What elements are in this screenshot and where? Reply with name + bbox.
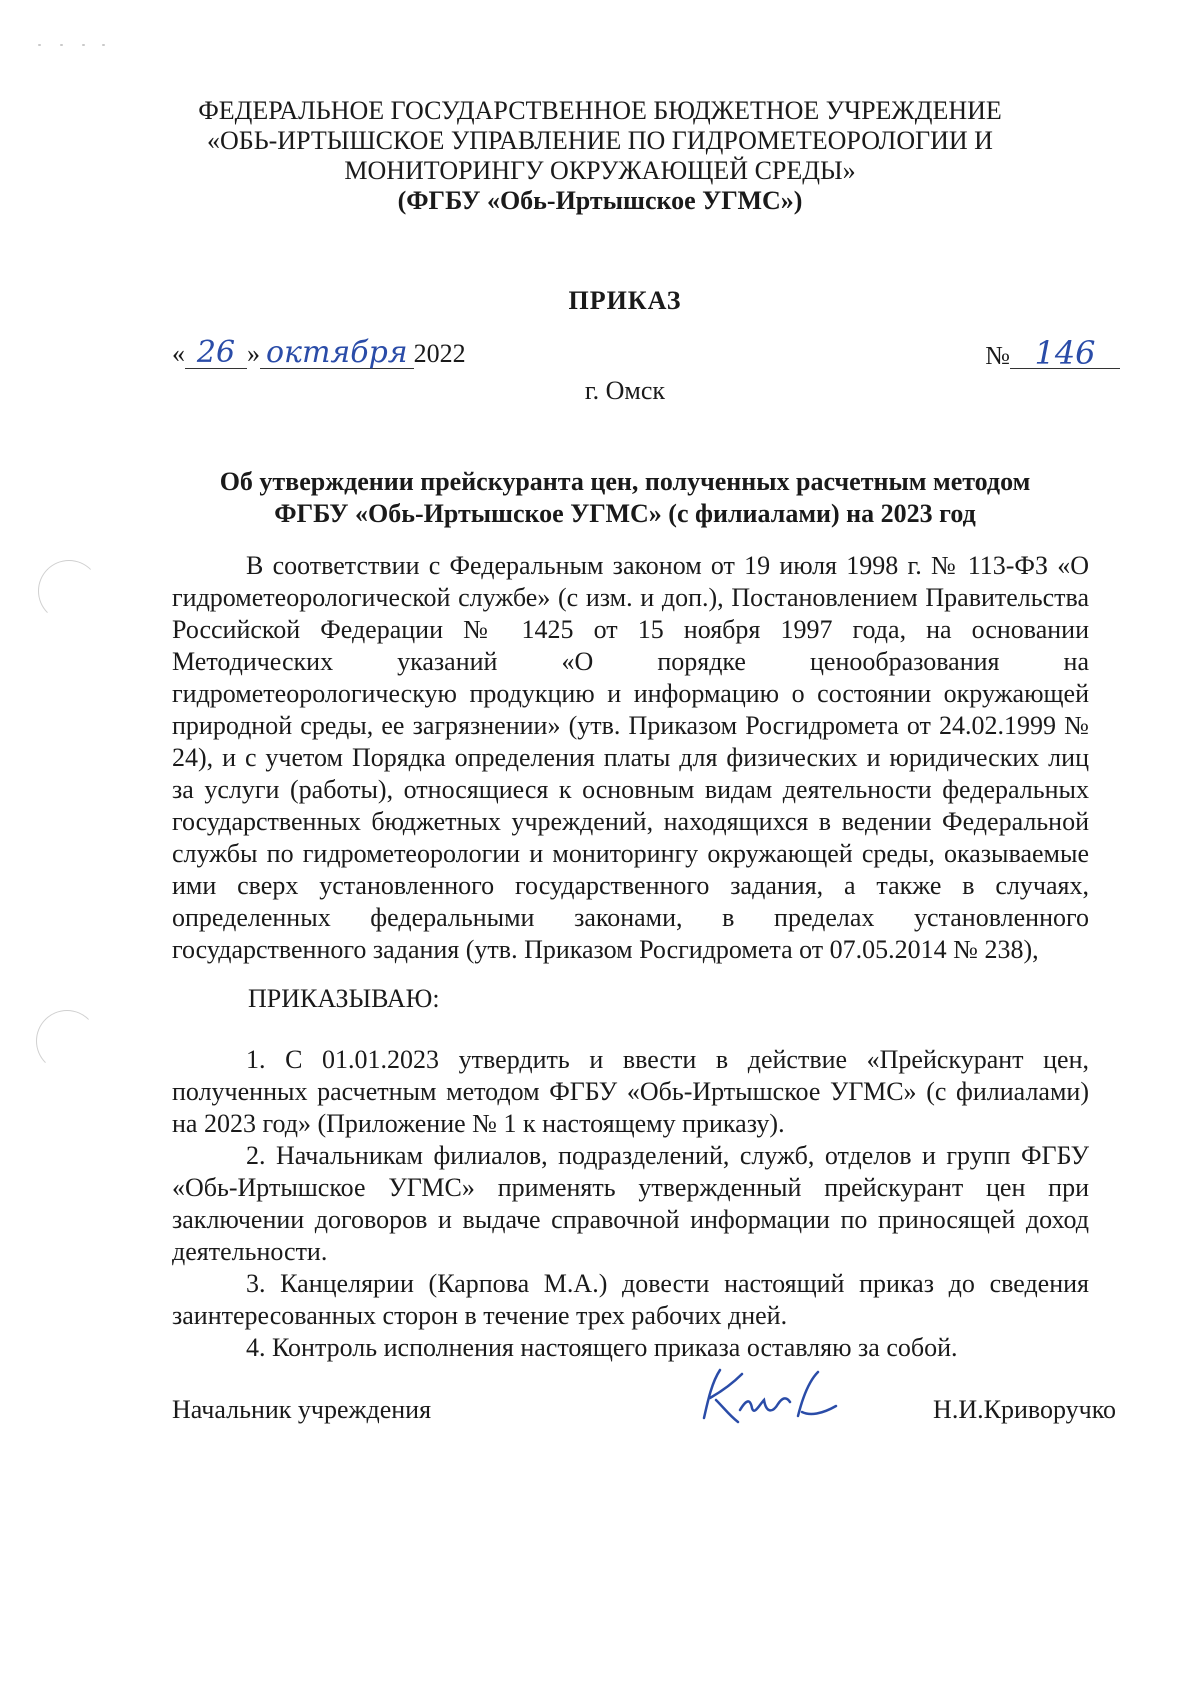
order-city: г. Омск — [584, 376, 666, 405]
order-item: 1. С 01.01.2023 утвердить и ввести в действие «Прейскурант цен, полученных расчетным методом ФГБУ «Обь-Иртышское УГМС» (с филиалами) на 2023 год» (Приложение № 1 к настоящему приказу). — [172, 1045, 1089, 1138]
order-items — [172, 1044, 1089, 1364]
punch-hole-bottom — [36, 1010, 98, 1072]
signatory-name: Н.И.Криворучко — [933, 1395, 1116, 1424]
number-label: № — [985, 341, 1010, 370]
punch-hole-top — [38, 560, 100, 622]
directive-heading: ПРИКАЗЫВАЮ: — [248, 984, 440, 1013]
order-item: 4. Контроль исполнения настоящего приказа оставляю за собой. — [246, 1333, 958, 1362]
order-item: 3. Канцелярии (Карпова М.А.) довести настоящий приказ до сведения заинтересованных сторон в течение трех рабочих дней. — [172, 1269, 1089, 1330]
order-date — [172, 335, 466, 370]
header-abbreviation: (ФГБУ «Обь-Иртышское УГМС») — [397, 186, 803, 215]
date-day-handwritten: 26 — [185, 338, 247, 369]
preamble-paragraph: В соответствии с Федеральным законом от 19 июля 1998 г. № 113-ФЗ «О гидрометеорологической службе» (с изм. и доп.), Постановлением Правительства Российской Федерации № 1425 от 15 ноября 1997 года, на основании Методических указаний «О порядке ценообразования на гидрометеорологическую продукцию и информацию о состоянии окружающей природной среды, ее загрязнении» (утв. Приказом Росгидромета от 24.02.1999 № 24), и с учетом Порядка определения платы для физических и юридических лиц за услуги (работы), относящиеся к основным видам деятельности федеральных государственных бюджетных учреждений, находящихся в ведении Федеральной службы по гидрометеорологии и мониторингу окружающей среды, оказываемые ими сверх установленного государственного задания, а также в случаях, определенных федеральными законами, в пределах установленного государственного задания (утв. Приказом Росгидромета от 07.05.2014 № 238), — [172, 551, 1089, 964]
date-open-quote: « — [172, 339, 185, 368]
subject-line-2: ФГБУ «Обь-Иртышское УГМС» (с филиалами) на 2023 год — [274, 499, 976, 528]
order-subject — [150, 466, 1100, 530]
subject-line-1: Об утверждении прейскуранта цен, полученных расчетным методом — [219, 467, 1031, 496]
date-close-quote: » — [247, 339, 260, 368]
order-number — [985, 334, 1120, 372]
header-line-2: «ОБЬ-ИРТЫШСКОЕ УПРАВЛЕНИЕ ПО ГИДРОМЕТЕОРОЛОГИИ И — [207, 126, 993, 155]
organization-header — [150, 96, 1050, 216]
handwritten-signature — [690, 1360, 850, 1430]
date-month-handwritten: октября — [260, 338, 414, 369]
order-item: 2. Начальникам филиалов, подразделений, служб, отделов и групп ФГБУ «Обь-Иртышское УГМС» применять утвержденный прейскурант цен при заключении договоров и выдаче справочной информации по приносящей доход деятельности. — [172, 1141, 1089, 1266]
number-handwritten: 146 — [1010, 338, 1120, 369]
date-year: 2022 — [413, 339, 466, 368]
header-line-1: ФЕДЕРАЛЬНОЕ ГОСУДАРСТВЕННОЕ БЮДЖЕТНОЕ УЧРЕЖДЕНИЕ — [198, 96, 1002, 125]
signatory-position: Начальник учреждения — [172, 1395, 432, 1424]
order-title: ПРИКАЗ — [568, 286, 682, 315]
scan-specks — [38, 44, 108, 50]
header-line-3: МОНИТОРИНГУ ОКРУЖАЮЩЕЙ СРЕДЫ» — [344, 156, 856, 185]
